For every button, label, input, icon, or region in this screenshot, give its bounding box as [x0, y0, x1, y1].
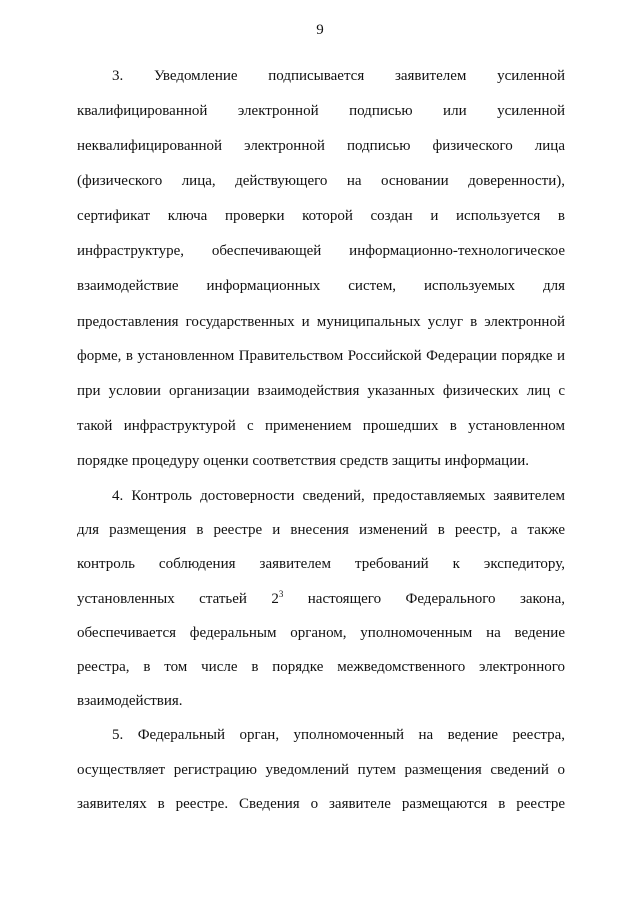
paragraph-3-line: 3. Уведомление подписывается заявителем усиленной [112, 68, 565, 84]
paragraph-3-line: неквалифицированной электронной подписью физического лица [77, 138, 565, 154]
paragraph-3-line: сертификат ключа проверки которой создан и используется в [77, 208, 565, 224]
page-number: 9 [316, 22, 324, 38]
paragraph-4-line: для размещения в реестре и внесения изменений в реестр, а также [77, 522, 565, 538]
word: статьей [199, 591, 247, 607]
paragraph-5-line: осуществляет регистрацию уведомлений путем размещения сведений о [77, 762, 565, 778]
paragraph-3-line: предоставления государственных и муниципальных услуг в электронной [77, 314, 565, 330]
word: установленных [77, 591, 175, 607]
article-superscript: 3 [278, 589, 284, 599]
paragraph-4-article-line [77, 589, 565, 609]
article-number [271, 591, 283, 607]
paragraph-3-line: при условии организации взаимодействия указанных физических лиц с [77, 383, 565, 399]
paragraph-3-line: (физического лица, действующего на основании доверенности), [77, 173, 565, 189]
word: настоящего [307, 591, 382, 607]
paragraph-3-line: квалифицированной электронной подписью или усиленной [77, 103, 565, 119]
article-base: 2 [271, 591, 279, 607]
paragraph-3-line: взаимодействие информационных систем, используемых для [77, 278, 565, 294]
paragraph-4-last-line: взаимодействия. [77, 693, 183, 709]
paragraph-5-line: 5. Федеральный орган, уполномоченный на ведение реестра, [112, 727, 565, 743]
paragraph-3-line: форме, в установленном Правительством Российской Федерации порядке и [77, 348, 565, 364]
paragraph-4-line: обеспечивается федеральным органом, уполномоченным на ведение [77, 625, 565, 641]
paragraph-3-line: такой инфраструктурой с применением прошедших в установленном [77, 418, 565, 434]
paragraph-5-line: заявителях в реестре. Сведения о заявителе размещаются в реестре [77, 796, 565, 812]
paragraph-3-last-line: порядке процедуру оценки соответствия средств защиты информации. [77, 453, 529, 469]
paragraph-4-line: реестра, в том числе в порядке межведомственного электронного [77, 659, 565, 675]
paragraph-3-line: инфраструктуре, обеспечивающей информационно-технологическое [77, 243, 565, 259]
word: закона, [519, 591, 565, 607]
paragraph-4-line: 4. Контроль достоверности сведений, предоставляемых заявителем [112, 488, 565, 504]
paragraph-4-line: контроль соблюдения заявителем требований к экспедитору, [77, 556, 565, 572]
word: Федерального [405, 591, 496, 607]
